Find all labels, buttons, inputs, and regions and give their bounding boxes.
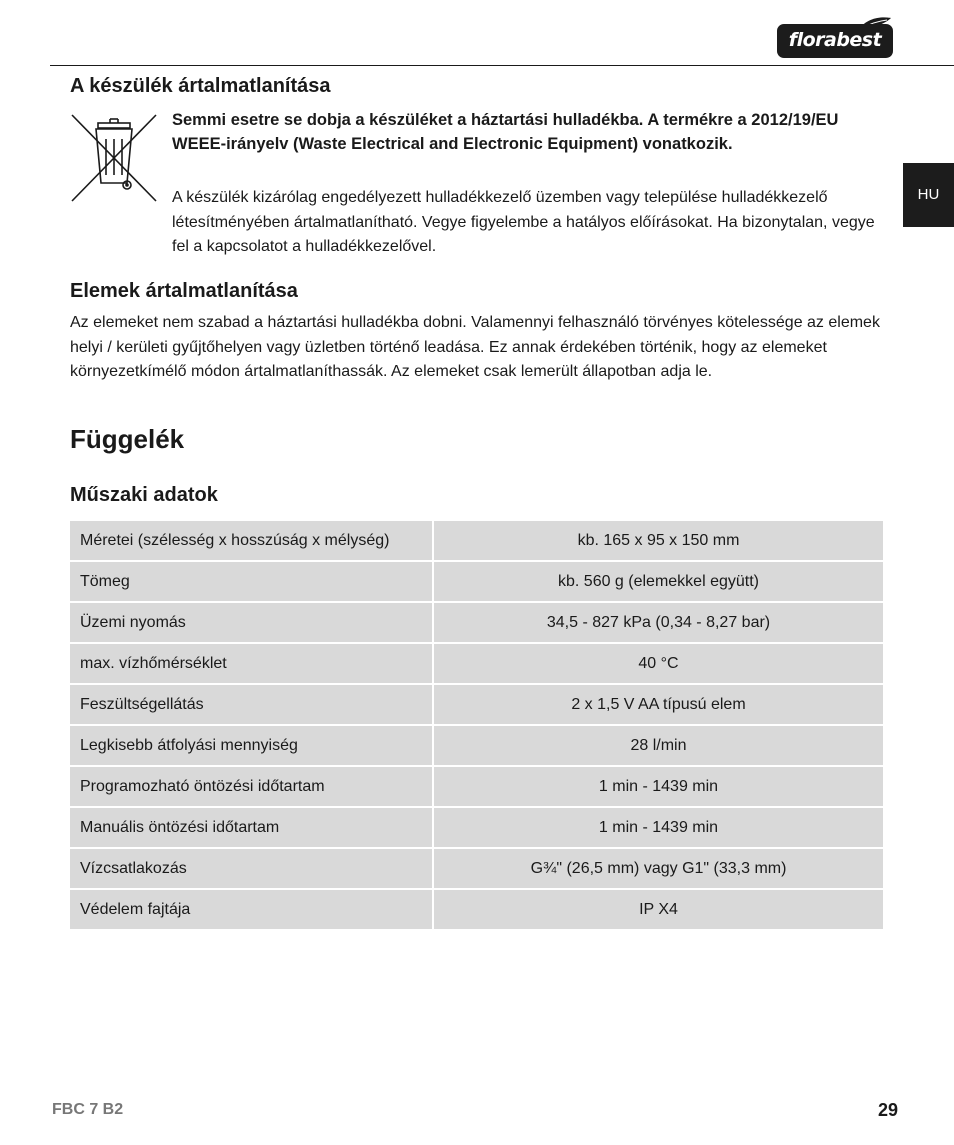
spec-value: IP X4 — [432, 890, 883, 931]
table-row — [70, 644, 883, 685]
spec-value: 2 x 1,5 V AA típusú elem — [432, 685, 883, 726]
language-tab: HU — [903, 163, 954, 227]
crossed-out-wheelie-bin-icon — [70, 113, 158, 203]
table-row — [70, 808, 883, 849]
table-row — [70, 767, 883, 808]
spec-value: 1 min - 1439 min — [432, 767, 883, 808]
spec-label: Manuális öntözési időtartam — [70, 808, 432, 849]
disposal-body: A készülék kizárólag engedélyezett hulladékkezelő üzemben vagy települése hulladékkezelő létesítményében ártalmatlanítható. Vegye figyelembe a hatályos előírásokat. Ha bizonytalan, vegye fel a kapcsolatot a hulladékkezelővel. — [172, 189, 875, 255]
spec-label: Legkisebb átfolyási mennyiség — [70, 726, 432, 767]
spec-label: Programozható öntözési időtartam — [70, 767, 432, 808]
table-row — [70, 521, 883, 562]
appendix-heading: Függelék — [70, 424, 185, 454]
spec-label: Tömeg — [70, 562, 432, 603]
batteries-heading: Elemek ártalmatlanítása — [70, 280, 298, 302]
specs-heading: Műszaki adatok — [70, 484, 218, 506]
specs-table — [70, 521, 883, 931]
spec-label: Feszültségellátás — [70, 685, 432, 726]
spec-value: kb. 165 x 95 x 150 mm — [432, 521, 883, 562]
table-row — [70, 685, 883, 726]
table-row — [70, 726, 883, 767]
spec-value: 40 °C — [432, 644, 883, 685]
spec-label: Méretei (szélesség x hosszúság x mélység) — [70, 521, 432, 562]
spec-value: G¾" (26,5 mm) vagy G1" (33,3 mm) — [432, 849, 883, 890]
logo-text: florabest — [777, 24, 893, 58]
spec-value: 34,5 - 827 kPa (0,34 - 8,27 bar) — [432, 603, 883, 644]
header-divider — [50, 65, 954, 66]
disposal-warning: Semmi esetre se dobja a készüléket a háztartási hulladékba. A termékre a 2012/19/EU WEEE-irányelv (Waste Electrical and Electronic Equipment) vonatkozik. — [172, 111, 839, 153]
spec-value: 1 min - 1439 min — [432, 808, 883, 849]
spec-value: 28 l/min — [432, 726, 883, 767]
table-row — [70, 849, 883, 890]
table-row — [70, 603, 883, 644]
spec-label: Üzemi nyomás — [70, 603, 432, 644]
disposal-heading: A készülék ártalmatlanítása — [70, 75, 331, 97]
page-number: 29 — [878, 1100, 899, 1120]
spec-label: Védelem fajtája — [70, 890, 432, 931]
table-row — [70, 562, 883, 603]
footer-model: FBC 7 B2 — [52, 1101, 124, 1118]
batteries-body: Az elemeket nem szabad a háztartási hulladékba dobni. Valamennyi felhasználó törvényes kötelessége az elemek helyi / kerületi gyűjtőhelyen vagy üzletben történő leadása. Ez annak érdekében történik, hogy az elemeket környezetkímélő módon ártalmatlaníthassák. Az elemeket csak lemerült állapotban adja le. — [70, 314, 880, 380]
spec-label: max. vízhőmérséklet — [70, 644, 432, 685]
brand-logo — [777, 16, 893, 58]
spec-label: Vízcsatlakozás — [70, 849, 432, 890]
table-row — [70, 890, 883, 931]
spec-value: kb. 560 g (elemekkel együtt) — [432, 562, 883, 603]
